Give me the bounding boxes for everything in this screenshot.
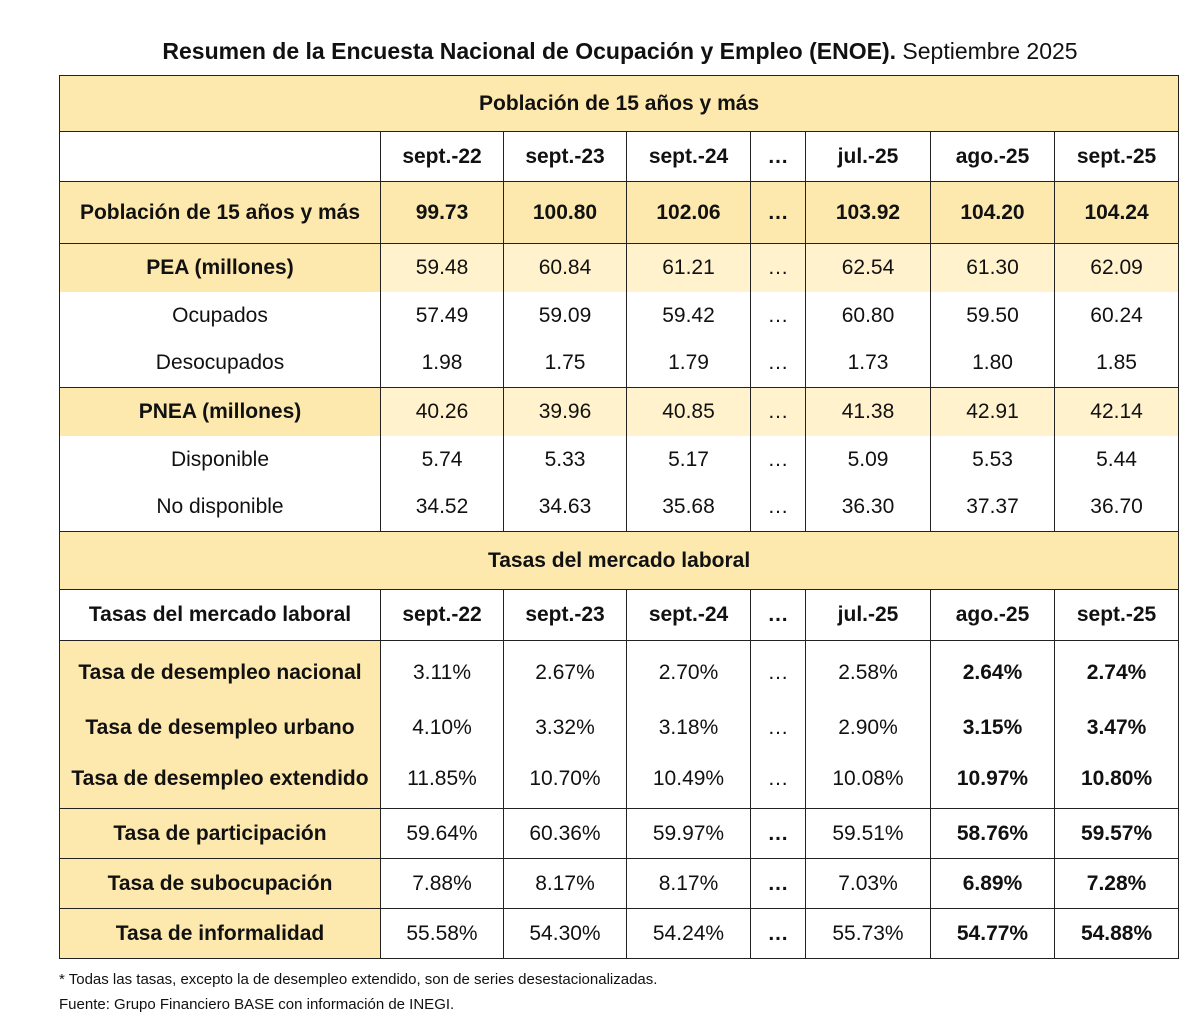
row-label: Tasa de desempleo extendido xyxy=(60,751,381,809)
row-label: No disponible xyxy=(60,484,381,532)
title-date: Septiembre 2025 xyxy=(902,38,1078,64)
cell-value: 59.57% xyxy=(1055,809,1179,859)
column-header: ago.-25 xyxy=(931,590,1055,641)
cell-value: 60.36% xyxy=(504,809,627,859)
section-heading-row xyxy=(60,532,1179,590)
cell-value: 40.85 xyxy=(627,388,751,436)
column-header: ago.-25 xyxy=(931,132,1055,182)
table-row xyxy=(60,182,1179,244)
row-label: Tasa de subocupación xyxy=(60,859,381,909)
column-header-label: Tasas del mercado laboral xyxy=(60,590,381,641)
table-row xyxy=(60,292,1179,340)
row-label: Tasa de informalidad xyxy=(60,909,381,959)
cell-value: 42.14 xyxy=(1055,388,1179,436)
column-header: sept.-25 xyxy=(1055,132,1179,182)
cell-value: 5.44 xyxy=(1055,436,1179,484)
cell-value: 54.88% xyxy=(1055,909,1179,959)
cell-value: 37.37 xyxy=(931,484,1055,532)
column-header-label xyxy=(60,132,381,182)
cell-value: … xyxy=(751,809,806,859)
cell-value: 1.80 xyxy=(931,340,1055,388)
cell-value: 55.73% xyxy=(806,909,931,959)
cell-value: 99.73 xyxy=(381,182,504,244)
cell-value: 3.15% xyxy=(931,706,1055,751)
column-header: sept.-23 xyxy=(504,590,627,641)
cell-value: 7.03% xyxy=(806,859,931,909)
cell-value: 34.52 xyxy=(381,484,504,532)
footnote-source: Fuente: Grupo Financiero BASE con información de INEGI. xyxy=(59,996,455,1013)
cell-value: 10.70% xyxy=(504,751,627,809)
cell-value: 42.91 xyxy=(931,388,1055,436)
cell-value: 60.80 xyxy=(806,292,931,340)
cell-value: 3.47% xyxy=(1055,706,1179,751)
cell-value: … xyxy=(751,340,806,388)
enoe-summary-table xyxy=(59,75,1179,959)
cell-value: … xyxy=(751,436,806,484)
cell-value: 40.26 xyxy=(381,388,504,436)
cell-value: 39.96 xyxy=(504,388,627,436)
cell-value: 5.74 xyxy=(381,436,504,484)
footnote-note: * Todas las tasas, excepto la de desempleo extendido, son de series desestacionalizadas. xyxy=(59,971,658,988)
cell-value: 62.54 xyxy=(806,244,931,292)
cell-value: 60.24 xyxy=(1055,292,1179,340)
cell-value: … xyxy=(751,706,806,751)
cell-value: 2.58% xyxy=(806,641,931,706)
cell-value: 7.28% xyxy=(1055,859,1179,909)
cell-value: 59.64% xyxy=(381,809,504,859)
table-row xyxy=(60,809,1179,859)
cell-value: 2.67% xyxy=(504,641,627,706)
table-row xyxy=(60,859,1179,909)
section-heading-row xyxy=(60,76,1179,132)
table-row xyxy=(60,706,1179,751)
table-row xyxy=(60,641,1179,706)
cell-value: 35.68 xyxy=(627,484,751,532)
table-row xyxy=(60,244,1179,292)
cell-value: … xyxy=(751,751,806,809)
table-row xyxy=(60,751,1179,809)
cell-value: 34.63 xyxy=(504,484,627,532)
table-row xyxy=(60,909,1179,959)
column-header: jul.-25 xyxy=(806,132,931,182)
cell-value: 103.92 xyxy=(806,182,931,244)
cell-value: 100.80 xyxy=(504,182,627,244)
column-header: sept.-23 xyxy=(504,132,627,182)
cell-value: 59.51% xyxy=(806,809,931,859)
cell-value: 59.42 xyxy=(627,292,751,340)
row-label: Tasa de desempleo urbano xyxy=(60,706,381,751)
page-title xyxy=(0,38,1200,65)
row-label: Ocupados xyxy=(60,292,381,340)
cell-value: 1.98 xyxy=(381,340,504,388)
cell-value: 6.89% xyxy=(931,859,1055,909)
cell-value: 3.18% xyxy=(627,706,751,751)
cell-value: 104.24 xyxy=(1055,182,1179,244)
table-row xyxy=(60,388,1179,436)
column-header: sept.-22 xyxy=(381,590,504,641)
cell-value: … xyxy=(751,909,806,959)
cell-value: 54.24% xyxy=(627,909,751,959)
row-label: PNEA (millones) xyxy=(60,388,381,436)
cell-value: 54.77% xyxy=(931,909,1055,959)
row-label: Tasa de participación xyxy=(60,809,381,859)
column-header-row xyxy=(60,132,1179,182)
cell-value: … xyxy=(751,244,806,292)
cell-value: 59.09 xyxy=(504,292,627,340)
table-row xyxy=(60,340,1179,388)
column-header-row xyxy=(60,590,1179,641)
cell-value: 10.97% xyxy=(931,751,1055,809)
cell-value: 2.64% xyxy=(931,641,1055,706)
cell-value: 1.73 xyxy=(806,340,931,388)
cell-value: 36.70 xyxy=(1055,484,1179,532)
cell-value: 1.79 xyxy=(627,340,751,388)
cell-value: 5.17 xyxy=(627,436,751,484)
cell-value: … xyxy=(751,641,806,706)
cell-value: 60.84 xyxy=(504,244,627,292)
section-heading: Tasas del mercado laboral xyxy=(60,532,1179,590)
cell-value: 59.48 xyxy=(381,244,504,292)
cell-value: 54.30% xyxy=(504,909,627,959)
cell-value: 2.90% xyxy=(806,706,931,751)
cell-value: 61.30 xyxy=(931,244,1055,292)
cell-value: 104.20 xyxy=(931,182,1055,244)
cell-value: 57.49 xyxy=(381,292,504,340)
cell-value: 10.80% xyxy=(1055,751,1179,809)
cell-value: 3.32% xyxy=(504,706,627,751)
cell-value: 7.88% xyxy=(381,859,504,909)
row-label: Tasa de desempleo nacional xyxy=(60,641,381,706)
cell-value: … xyxy=(751,292,806,340)
column-header: sept.-24 xyxy=(627,590,751,641)
cell-value: 59.50 xyxy=(931,292,1055,340)
cell-value: … xyxy=(751,484,806,532)
cell-value: … xyxy=(751,182,806,244)
cell-value: 41.38 xyxy=(806,388,931,436)
cell-value: 10.49% xyxy=(627,751,751,809)
cell-value: 55.58% xyxy=(381,909,504,959)
cell-value: 61.21 xyxy=(627,244,751,292)
column-header: sept.-22 xyxy=(381,132,504,182)
column-header: sept.-24 xyxy=(627,132,751,182)
cell-value: 5.33 xyxy=(504,436,627,484)
cell-value: 1.75 xyxy=(504,340,627,388)
column-header: jul.-25 xyxy=(806,590,931,641)
cell-value: 5.09 xyxy=(806,436,931,484)
column-header: sept.-25 xyxy=(1055,590,1179,641)
cell-value: 4.10% xyxy=(381,706,504,751)
row-label: PEA (millones) xyxy=(60,244,381,292)
cell-value: 102.06 xyxy=(627,182,751,244)
footnotes xyxy=(59,967,657,1017)
row-label: Población de 15 años y más xyxy=(60,182,381,244)
cell-value: 10.08% xyxy=(806,751,931,809)
table-row xyxy=(60,484,1179,532)
cell-value: 2.70% xyxy=(627,641,751,706)
cell-value: 2.74% xyxy=(1055,641,1179,706)
cell-value: 11.85% xyxy=(381,751,504,809)
cell-value: 1.85 xyxy=(1055,340,1179,388)
cell-value: 3.11% xyxy=(381,641,504,706)
title-main: Resumen de la Encuesta Nacional de Ocupación y Empleo (ENOE). xyxy=(162,38,897,64)
column-header: … xyxy=(751,590,806,641)
section-heading: Población de 15 años y más xyxy=(60,76,1179,132)
cell-value: 8.17% xyxy=(504,859,627,909)
cell-value: … xyxy=(751,859,806,909)
cell-value: 58.76% xyxy=(931,809,1055,859)
column-header: … xyxy=(751,132,806,182)
cell-value: 5.53 xyxy=(931,436,1055,484)
cell-value: 8.17% xyxy=(627,859,751,909)
cell-value: 59.97% xyxy=(627,809,751,859)
row-label: Disponible xyxy=(60,436,381,484)
cell-value: 62.09 xyxy=(1055,244,1179,292)
cell-value: 36.30 xyxy=(806,484,931,532)
row-label: Desocupados xyxy=(60,340,381,388)
cell-value: … xyxy=(751,388,806,436)
table-row xyxy=(60,436,1179,484)
